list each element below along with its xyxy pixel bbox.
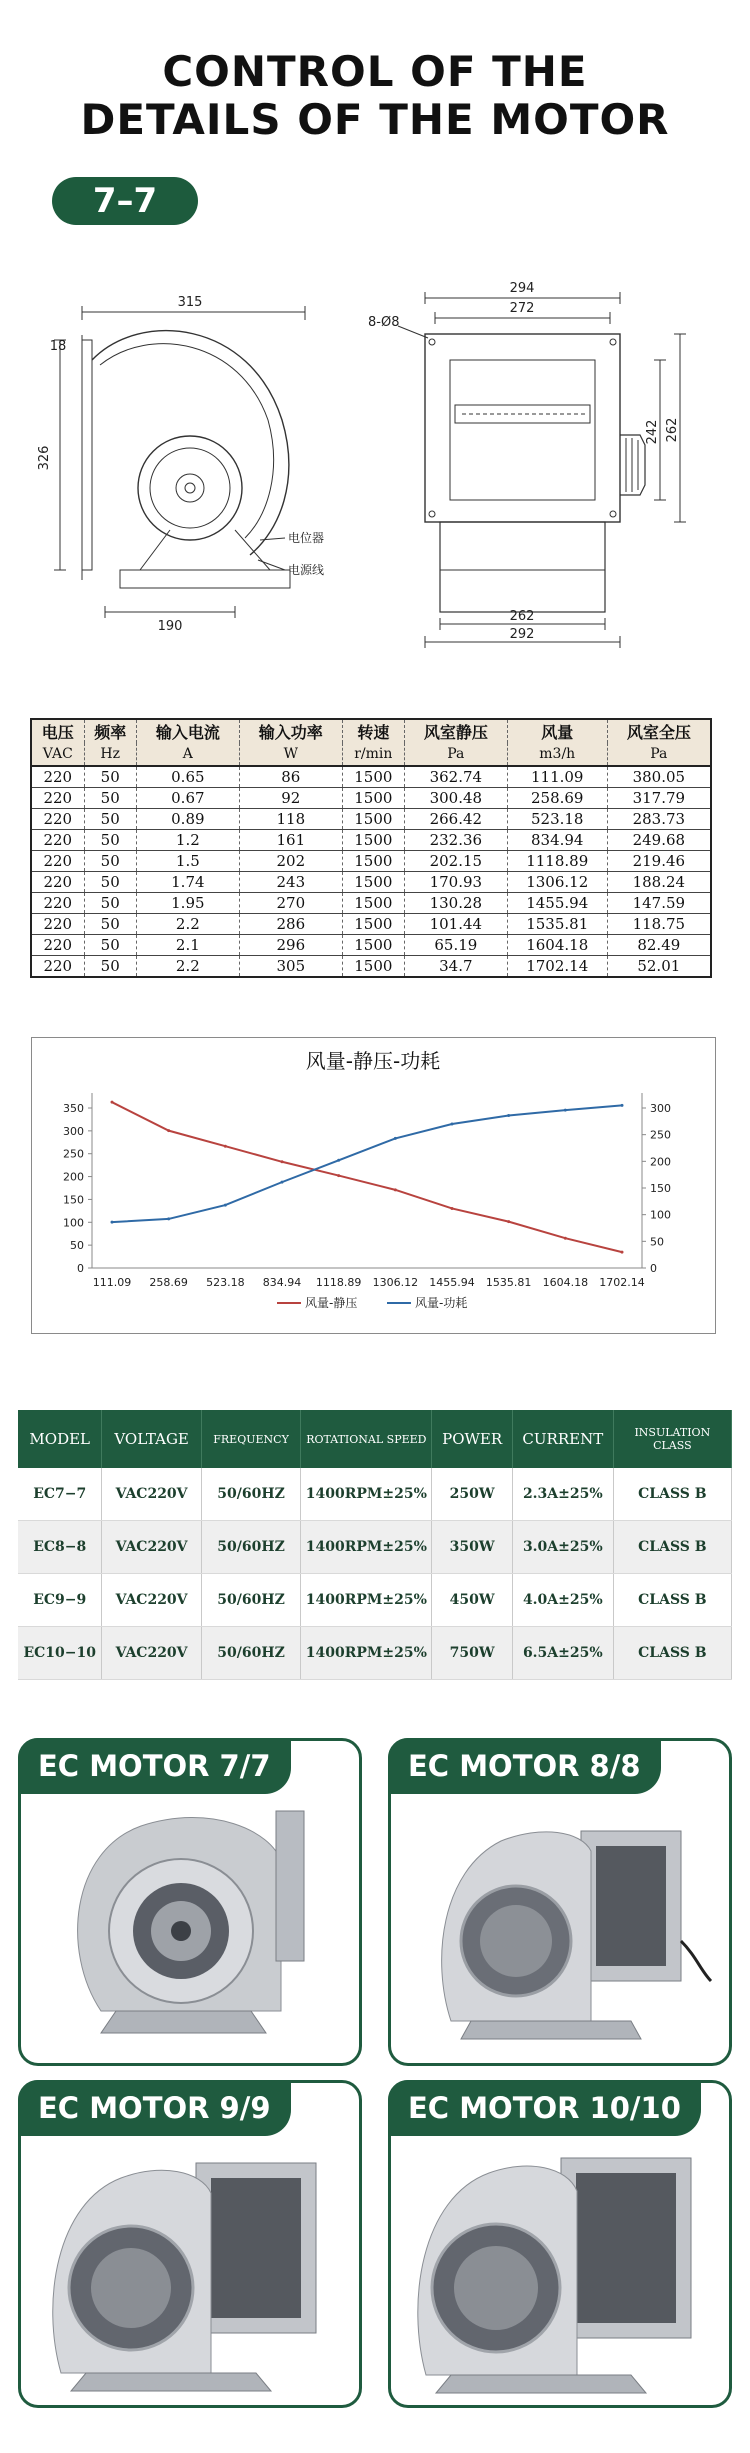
series-1-point — [451, 1207, 454, 1210]
headline-line-1: CONTROL OF THE — [162, 47, 588, 96]
model-row — [18, 1627, 732, 1680]
unit-row — [31, 743, 711, 766]
table-cell: 147.59 — [607, 893, 711, 914]
dim-272: 272 — [509, 301, 535, 316]
table-cell: 34.7 — [404, 956, 507, 978]
unit-cell: m3/h — [507, 743, 607, 766]
col-header: CURRENT — [512, 1410, 613, 1468]
dim-242: 242 — [645, 419, 660, 445]
chart-title: 风量-静压-功耗 — [305, 1049, 441, 1073]
unit-cell: r/min — [342, 743, 404, 766]
y-right-tick-label: 50 — [650, 1235, 664, 1249]
table-cell: 317.79 — [607, 788, 711, 809]
table-cell: 1500 — [342, 788, 404, 809]
table-cell: 243 — [239, 872, 342, 893]
table-cell: 220 — [31, 851, 84, 872]
table-cell: 220 — [31, 788, 84, 809]
col-header: 输入电流 — [136, 719, 239, 743]
table-cell: 1306.12 — [507, 872, 607, 893]
table-cell: 170.93 — [404, 872, 507, 893]
x-tick-label: 1306.12 — [372, 1276, 419, 1289]
col-header: FREQUENCY — [201, 1410, 301, 1468]
table-row — [31, 766, 711, 788]
technical-drawing — [0, 270, 750, 650]
series-2-point — [167, 1217, 170, 1220]
series-1-point — [564, 1237, 567, 1240]
table-cell: 1.95 — [136, 893, 239, 914]
table-cell: 219.46 — [607, 851, 711, 872]
headline-line-2: DETAILS OF THE MOTOR — [80, 95, 670, 144]
performance-table-body — [31, 766, 711, 977]
x-tick-label: 1702.14 — [599, 1276, 645, 1289]
label-power-cord: 电源线 — [288, 563, 325, 577]
table-row — [31, 830, 711, 851]
product-card-ec7 — [18, 1738, 362, 2066]
model-cell: CLASS B — [613, 1627, 731, 1680]
table-cell: 270 — [239, 893, 342, 914]
table-cell: 1535.81 — [507, 914, 607, 935]
table-cell: 1500 — [342, 893, 404, 914]
col-header: 输入功率 — [239, 719, 342, 743]
x-tick-label: 1535.81 — [485, 1276, 532, 1289]
table-cell: 300.48 — [404, 788, 507, 809]
series-1-point — [507, 1220, 510, 1223]
series-2-point — [224, 1204, 227, 1207]
col-header: 风室全压 — [607, 719, 711, 743]
y-right-tick-label: 200 — [650, 1155, 671, 1169]
series-2-point — [564, 1109, 567, 1112]
col-header: 风量 — [507, 719, 607, 743]
table-cell: 1500 — [342, 935, 404, 956]
unit-cell: VAC — [31, 743, 84, 766]
table-cell: 101.44 — [404, 914, 507, 935]
table-row — [31, 872, 711, 893]
table-row — [31, 788, 711, 809]
table-cell: 266.42 — [404, 809, 507, 830]
table-cell: 0.67 — [136, 788, 239, 809]
product-label: EC MOTOR 10/10 — [388, 2080, 701, 2136]
table-cell: 161 — [239, 830, 342, 851]
model-cell: 1400RPM±25% — [301, 1627, 432, 1680]
table-cell: 1500 — [342, 956, 404, 978]
col-header: MODEL — [18, 1410, 102, 1468]
table-cell: 1500 — [342, 872, 404, 893]
table-cell: 1.2 — [136, 830, 239, 851]
series-1-point — [281, 1160, 284, 1163]
product-label: EC MOTOR 7/7 — [18, 1738, 291, 1794]
table-row — [31, 851, 711, 872]
y-left-tick-label: 300 — [63, 1124, 84, 1138]
table-cell: 523.18 — [507, 809, 607, 830]
col-header: POWER — [432, 1410, 513, 1468]
table-cell: 0.65 — [136, 766, 239, 788]
table-cell: 1604.18 — [507, 935, 607, 956]
table-cell: 202 — [239, 851, 342, 872]
table-cell: 249.68 — [607, 830, 711, 851]
table-cell: 50 — [84, 872, 136, 893]
dim-18: 18 — [49, 339, 67, 354]
table-cell: 50 — [84, 809, 136, 830]
x-tick-label: 523.18 — [206, 1276, 245, 1289]
y-right-tick-label: 0 — [650, 1262, 657, 1275]
series-2-point — [337, 1159, 340, 1162]
model-table-body — [18, 1468, 732, 1680]
table-cell: 1500 — [342, 809, 404, 830]
unit-cell: W — [239, 743, 342, 766]
table-cell: 50 — [84, 935, 136, 956]
model-cell: 50/60HZ — [201, 1574, 301, 1627]
model-cell: 50/60HZ — [201, 1521, 301, 1574]
model-cell: CLASS B — [613, 1521, 731, 1574]
table-cell: 258.69 — [507, 788, 607, 809]
y-right-tick-label: 150 — [650, 1182, 671, 1195]
model-cell: EC8−8 — [18, 1521, 102, 1574]
dim-190: 190 — [157, 619, 183, 634]
x-tick-label: 1604.18 — [542, 1276, 589, 1289]
table-cell: 50 — [84, 788, 136, 809]
model-cell: 3.0A±25% — [512, 1521, 613, 1574]
performance-table — [30, 718, 712, 978]
model-row — [18, 1521, 732, 1574]
label-potentiometer: 电位器 — [288, 531, 325, 545]
model-cell: 450W — [432, 1574, 513, 1627]
chart-svg — [32, 1038, 715, 1333]
dim-262-width: 262 — [509, 609, 535, 624]
dim-315: 315 — [177, 295, 203, 310]
table-cell: 0.89 — [136, 809, 239, 830]
unit-cell: A — [136, 743, 239, 766]
dim-292: 292 — [509, 627, 535, 642]
table-cell: 220 — [31, 872, 84, 893]
col-header: INSULATION CLASS — [613, 1410, 731, 1468]
model-cell: VAC220V — [102, 1574, 201, 1627]
model-cell: 350W — [432, 1521, 513, 1574]
table-cell: 1500 — [342, 851, 404, 872]
product-card-ec8 — [388, 1738, 732, 2066]
header-row — [31, 719, 711, 743]
table-row — [31, 956, 711, 978]
model-cell: VAC220V — [102, 1468, 201, 1521]
y-left-tick-label: 350 — [63, 1102, 84, 1115]
model-cell: CLASS B — [613, 1468, 731, 1521]
table-cell: 1500 — [342, 766, 404, 788]
x-tick-label: 258.69 — [149, 1276, 188, 1289]
table-cell: 232.36 — [404, 830, 507, 851]
table-cell: 1118.89 — [507, 851, 607, 872]
table-cell: 220 — [31, 956, 84, 978]
table-cell: 50 — [84, 830, 136, 851]
model-row — [18, 1468, 732, 1521]
y-left-tick-label: 0 — [77, 1262, 84, 1275]
y-right-tick-label: 250 — [650, 1128, 671, 1142]
col-header: ROTATIONAL SPEED — [301, 1410, 432, 1468]
table-cell: 130.28 — [404, 893, 507, 914]
table-cell: 50 — [84, 893, 136, 914]
series-1-point — [394, 1188, 397, 1191]
model-header-row — [18, 1410, 732, 1468]
x-tick-label: 1455.94 — [429, 1276, 475, 1289]
model-cell: 4.0A±25% — [512, 1574, 613, 1627]
y-right-tick-label: 100 — [650, 1208, 671, 1222]
table-cell: 1500 — [342, 914, 404, 935]
unit-cell: Hz — [84, 743, 136, 766]
table-cell: 1702.14 — [507, 956, 607, 978]
legend-label: 风量-静压 — [305, 1296, 358, 1310]
model-cell: VAC220V — [102, 1627, 201, 1680]
dim-8-holes: 8-Ø8 — [368, 315, 400, 330]
x-tick-label: 834.94 — [262, 1276, 302, 1289]
model-cell: 50/60HZ — [201, 1627, 301, 1680]
series-line-2 — [112, 1105, 622, 1222]
model-cell: EC10−10 — [18, 1627, 102, 1680]
table-cell: 50 — [84, 956, 136, 978]
series-1-point — [337, 1174, 340, 1177]
series-2-point — [621, 1104, 624, 1107]
y-left-tick-label: 100 — [63, 1216, 84, 1230]
table-cell: 283.73 — [607, 809, 711, 830]
table-cell: 834.94 — [507, 830, 607, 851]
table-cell: 65.19 — [404, 935, 507, 956]
series-1-point — [111, 1101, 114, 1104]
y-left-tick-label: 250 — [63, 1147, 84, 1161]
product-card-ec10 — [388, 2080, 732, 2408]
table-cell: 52.01 — [607, 956, 711, 978]
table-row — [31, 893, 711, 914]
table-cell: 1500 — [342, 830, 404, 851]
model-cell: VAC220V — [102, 1521, 201, 1574]
table-cell: 118 — [239, 809, 342, 830]
table-cell: 111.09 — [507, 766, 607, 788]
product-card-ec9 — [18, 2080, 362, 2408]
table-row — [31, 935, 711, 956]
table-cell: 86 — [239, 766, 342, 788]
y-left-tick-label: 50 — [70, 1239, 84, 1253]
table-cell: 296 — [239, 935, 342, 956]
dim-262-height: 262 — [665, 417, 680, 443]
table-cell: 202.15 — [404, 851, 507, 872]
x-tick-label: 1118.89 — [315, 1276, 362, 1289]
col-header: 转速 — [342, 719, 404, 743]
performance-chart — [31, 1037, 716, 1334]
y-left-tick-label: 200 — [63, 1170, 84, 1184]
table-row — [31, 809, 711, 830]
model-cell: 1400RPM±25% — [301, 1468, 432, 1521]
model-cell: 6.5A±25% — [512, 1627, 613, 1680]
table-cell: 92 — [239, 788, 342, 809]
model-cell: 2.3A±25% — [512, 1468, 613, 1521]
unit-cell: Pa — [607, 743, 711, 766]
table-cell: 2.2 — [136, 956, 239, 978]
model-cell: EC7−7 — [18, 1468, 102, 1521]
table-cell: 1.5 — [136, 851, 239, 872]
series-1-point — [621, 1251, 624, 1254]
table-cell: 220 — [31, 893, 84, 914]
series-1-point — [224, 1145, 227, 1148]
col-header: 电压 — [31, 719, 84, 743]
unit-cell: Pa — [404, 743, 507, 766]
series-2-point — [281, 1181, 284, 1184]
table-row — [31, 914, 711, 935]
model-cell: 250W — [432, 1468, 513, 1521]
dim-326: 326 — [37, 445, 52, 471]
col-header: VOLTAGE — [102, 1410, 201, 1468]
y-left-tick-label: 150 — [63, 1193, 84, 1207]
table-cell: 220 — [31, 914, 84, 935]
col-header: 风室静压 — [404, 719, 507, 743]
table-cell: 1.74 — [136, 872, 239, 893]
series-1-point — [167, 1129, 170, 1132]
table-cell: 286 — [239, 914, 342, 935]
model-spec-table — [18, 1410, 732, 1680]
model-cell: 1400RPM±25% — [301, 1574, 432, 1627]
model-tag: 7–7 — [52, 177, 198, 225]
table-cell: 2.2 — [136, 914, 239, 935]
table-cell: 305 — [239, 956, 342, 978]
series-2-point — [507, 1114, 510, 1117]
table-cell: 1455.94 — [507, 893, 607, 914]
model-cell: 50/60HZ — [201, 1468, 301, 1521]
table-cell: 82.49 — [607, 935, 711, 956]
model-cell: 750W — [432, 1627, 513, 1680]
table-cell: 220 — [31, 766, 84, 788]
product-label: EC MOTOR 8/8 — [388, 1738, 661, 1794]
table-cell: 50 — [84, 766, 136, 788]
table-cell: 118.75 — [607, 914, 711, 935]
model-cell: EC9−9 — [18, 1574, 102, 1627]
table-cell: 362.74 — [404, 766, 507, 788]
model-cell: CLASS B — [613, 1574, 731, 1627]
table-cell: 50 — [84, 851, 136, 872]
legend-label: 风量-功耗 — [415, 1296, 468, 1310]
model-row — [18, 1574, 732, 1627]
series-2-point — [394, 1137, 397, 1140]
table-cell: 188.24 — [607, 872, 711, 893]
table-cell: 220 — [31, 830, 84, 851]
series-2-point — [111, 1221, 114, 1224]
series-2-point — [451, 1123, 454, 1126]
table-cell: 380.05 — [607, 766, 711, 788]
y-right-tick-label: 300 — [650, 1102, 671, 1115]
series-line-1 — [112, 1102, 622, 1252]
table-cell: 2.1 — [136, 935, 239, 956]
col-header: 频率 — [84, 719, 136, 743]
table-cell: 220 — [31, 935, 84, 956]
model-cell: 1400RPM±25% — [301, 1521, 432, 1574]
x-tick-label: 111.09 — [92, 1276, 132, 1289]
dim-294: 294 — [509, 281, 535, 296]
table-cell: 50 — [84, 914, 136, 935]
table-cell: 220 — [31, 809, 84, 830]
product-label: EC MOTOR 9/9 — [18, 2080, 291, 2136]
